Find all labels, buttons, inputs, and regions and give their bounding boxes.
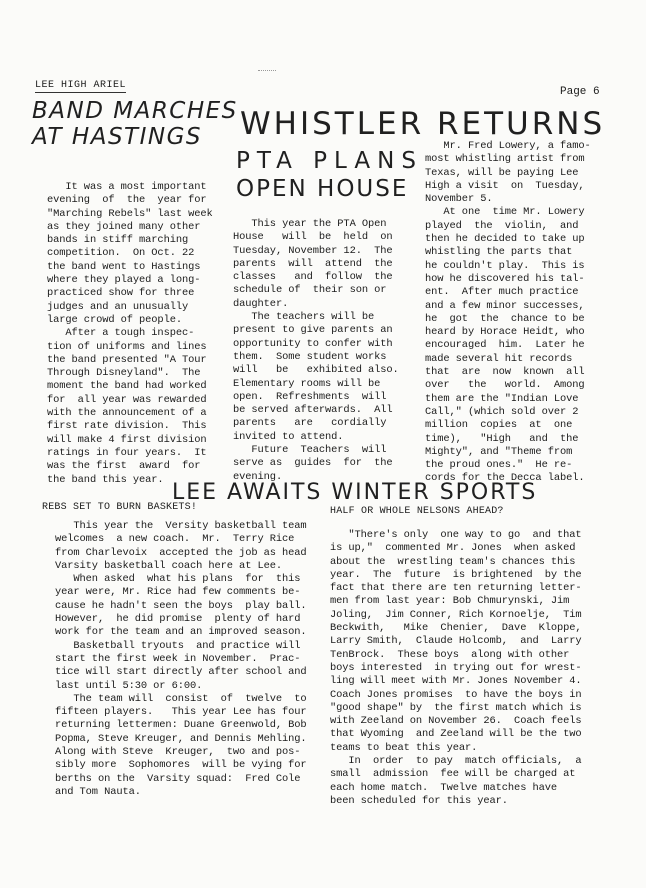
band-article-body: It was a most important evening of the year for "Marching Rebels" last week as they joined many other bands in stiff marching competition. On Oct. 22 the band went to Hastings where they played a long- practiced show for three judges and an unusually large crowd of people. After a tough inspec- tion of uniforms and lines the band presented "A Tour Through Disneyland". The moment the band had worked for all year was rewarded with the announcement of a first rate division. This will make 4 first division ratings in four years. It was the first award for the band this year.	[47, 181, 213, 486]
pta-headline-line1: PTA PLANS	[236, 148, 423, 174]
masthead: LEE HIGH ARIEL	[35, 80, 127, 91]
band-headline-line2: AT HASTINGS	[32, 124, 203, 150]
basketball-subhead: REBS SET TO BURN BASKETS!	[42, 502, 198, 513]
winter-sports-headline: LEE AWAITS WINTER SPORTS	[172, 480, 538, 505]
wrestling-article-body: "There's only one way to go and that is up," commented Mr. Jones when asked about the wrestling team's chances this year. The future is brightened by the fact that there are ten returning letter- men from last year: Bob Chmurynski, Jim Joling, Jim Conner, Rich Kornoelje, Tim Beckwith, Mike Chenier, Dave Kloppe, Larry Smith, Claude Holcomb, and Larry TenBrock. These boys along with other boys interested in trying out for wrest- ling will meet with Mr. Jones November 4. Coach Jones promises to have the boys in "good shape" by the first match which is with Zeeland on November 26. Coach feels that Wyoming and Zeeland will be the two teams to beat this year. In order to pay match officials, a small admission fee will be charged at each home match. Twelve matches have been scheduled for this year.	[330, 529, 582, 807]
wrestling-subhead: HALF OR WHOLE NELSONS AHEAD?	[330, 506, 504, 517]
basketball-article-body: This year the Versity basketball team welcomes a new coach. Mr. Terry Rice from Charlevoix accepted the job as head Varsity basketball coach here at Lee. When asked what his plans for this year were, Mr. Rice had few comments be- cause he hadn't seen the boys play ball. However, he did promise plenty of hard work for the team and an improved season. Basketball tryouts and practice will start the first week in November. Prac- tice will start directly after school and last until 5:30 or 6:00. The team will consist of twelve to fifteen players. This year Lee has four returning lettermen: Duane Greenwold, Bob Popma, Steve Kreuger, and Dennis Mehling. Along with Steve Kreuger, two and pos- sibly more Sophomores will be vying for berths on the Varsity squad: Fred Cole and Tom Nauta.	[55, 520, 307, 798]
band-headline-line1: BAND MARCHES	[32, 98, 238, 124]
pta-headline-line2: OPEN HOUSE	[236, 176, 409, 202]
whistler-article-body: Mr. Fred Lowery, a famo- most whistling artist from Texas, will be paying Lee High a visit on Tuesday, November 5. At one time Mr. Lowery played the violin, and then he decided to take up whistling the parts that he couldn't play. This is how he discovered his tal- ent. After much practice and a few minor successes, he got the chance to be heard by Horace Heidt, who encouraged him. Later he made several hit records that are now known all over the world. Among them are the "Indian Love Call," (which sold over 2 million copies at one time), "High and the Mighty", and "Theme from the proud ones." He re- cords for the Decca label.	[425, 140, 591, 485]
whistler-headline: WHISTLER RETURNS	[240, 106, 606, 142]
page-number: Page 6	[560, 86, 600, 98]
print-smudge	[258, 70, 276, 73]
pta-article-body: This year the PTA Open House will be held on Tuesday, November 12. The parents will attend the classes and follow the schedule of their son or daughter. The teachers will be present to give parents an opportunity to confer with them. Some student works will be exhibited also. Elementary rooms will be open. Refreshments will be served afterwards. All parents are cordially invited to attend. Future Teachers will serve as guides for the evening.	[233, 218, 399, 483]
